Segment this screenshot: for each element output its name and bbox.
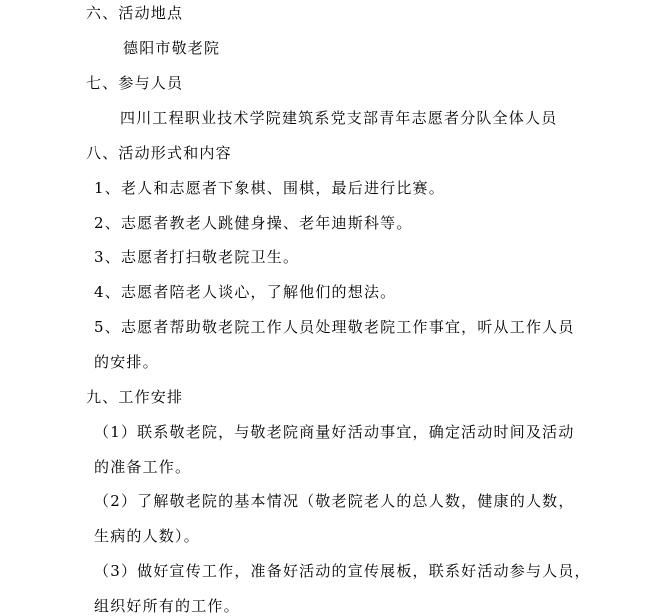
activity-item-4: 4、志愿者陪老人谈心，了解他们的想法。 (94, 283, 397, 301)
arrangement-item-3-continued: 组织好所有的工作。 (94, 597, 240, 615)
section-heading-participants: 七、参与人员 (86, 74, 184, 92)
activity-item-5-continued: 的安排。 (94, 353, 159, 371)
activity-item-5: 5、志愿者帮助敬老院工作人员处理敬老院工作事宜，听从工作人员 (94, 318, 575, 336)
section-heading-arrangement: 九、工作安排 (86, 388, 184, 406)
activity-item-2: 2、志愿者教老人跳健身操、老年迪斯科等。 (94, 214, 413, 232)
section-heading-venue: 六、活动地点 (86, 4, 184, 22)
participants-text: 四川工程职业技术学院建筑系党支部青年志愿者分队全体人员 (120, 109, 558, 127)
arrangement-item-2: （2）了解敬老院的基本情况（敬老院老人的总人数，健康的人数， (94, 492, 575, 510)
arrangement-item-2-continued: 生病的人数）。 (94, 527, 200, 545)
arrangement-item-1-continued: 的准备工作。 (94, 458, 192, 476)
venue-text: 德阳市敬老院 (123, 39, 221, 57)
activity-item-3: 3、志愿者打扫敬老院卫生。 (94, 248, 300, 266)
section-heading-format: 八、活动形式和内容 (86, 144, 232, 162)
arrangement-item-1: （1）联系敬老院，与敬老院商量好活动事宜，确定活动时间及活动 (94, 423, 575, 441)
arrangement-item-3: （3）做好宣传工作，准备好活动的宣传展板，联系好活动参与人员， (94, 562, 591, 580)
activity-item-1: 1、老人和志愿者下象棋、围棋，最后进行比赛。 (94, 179, 445, 197)
